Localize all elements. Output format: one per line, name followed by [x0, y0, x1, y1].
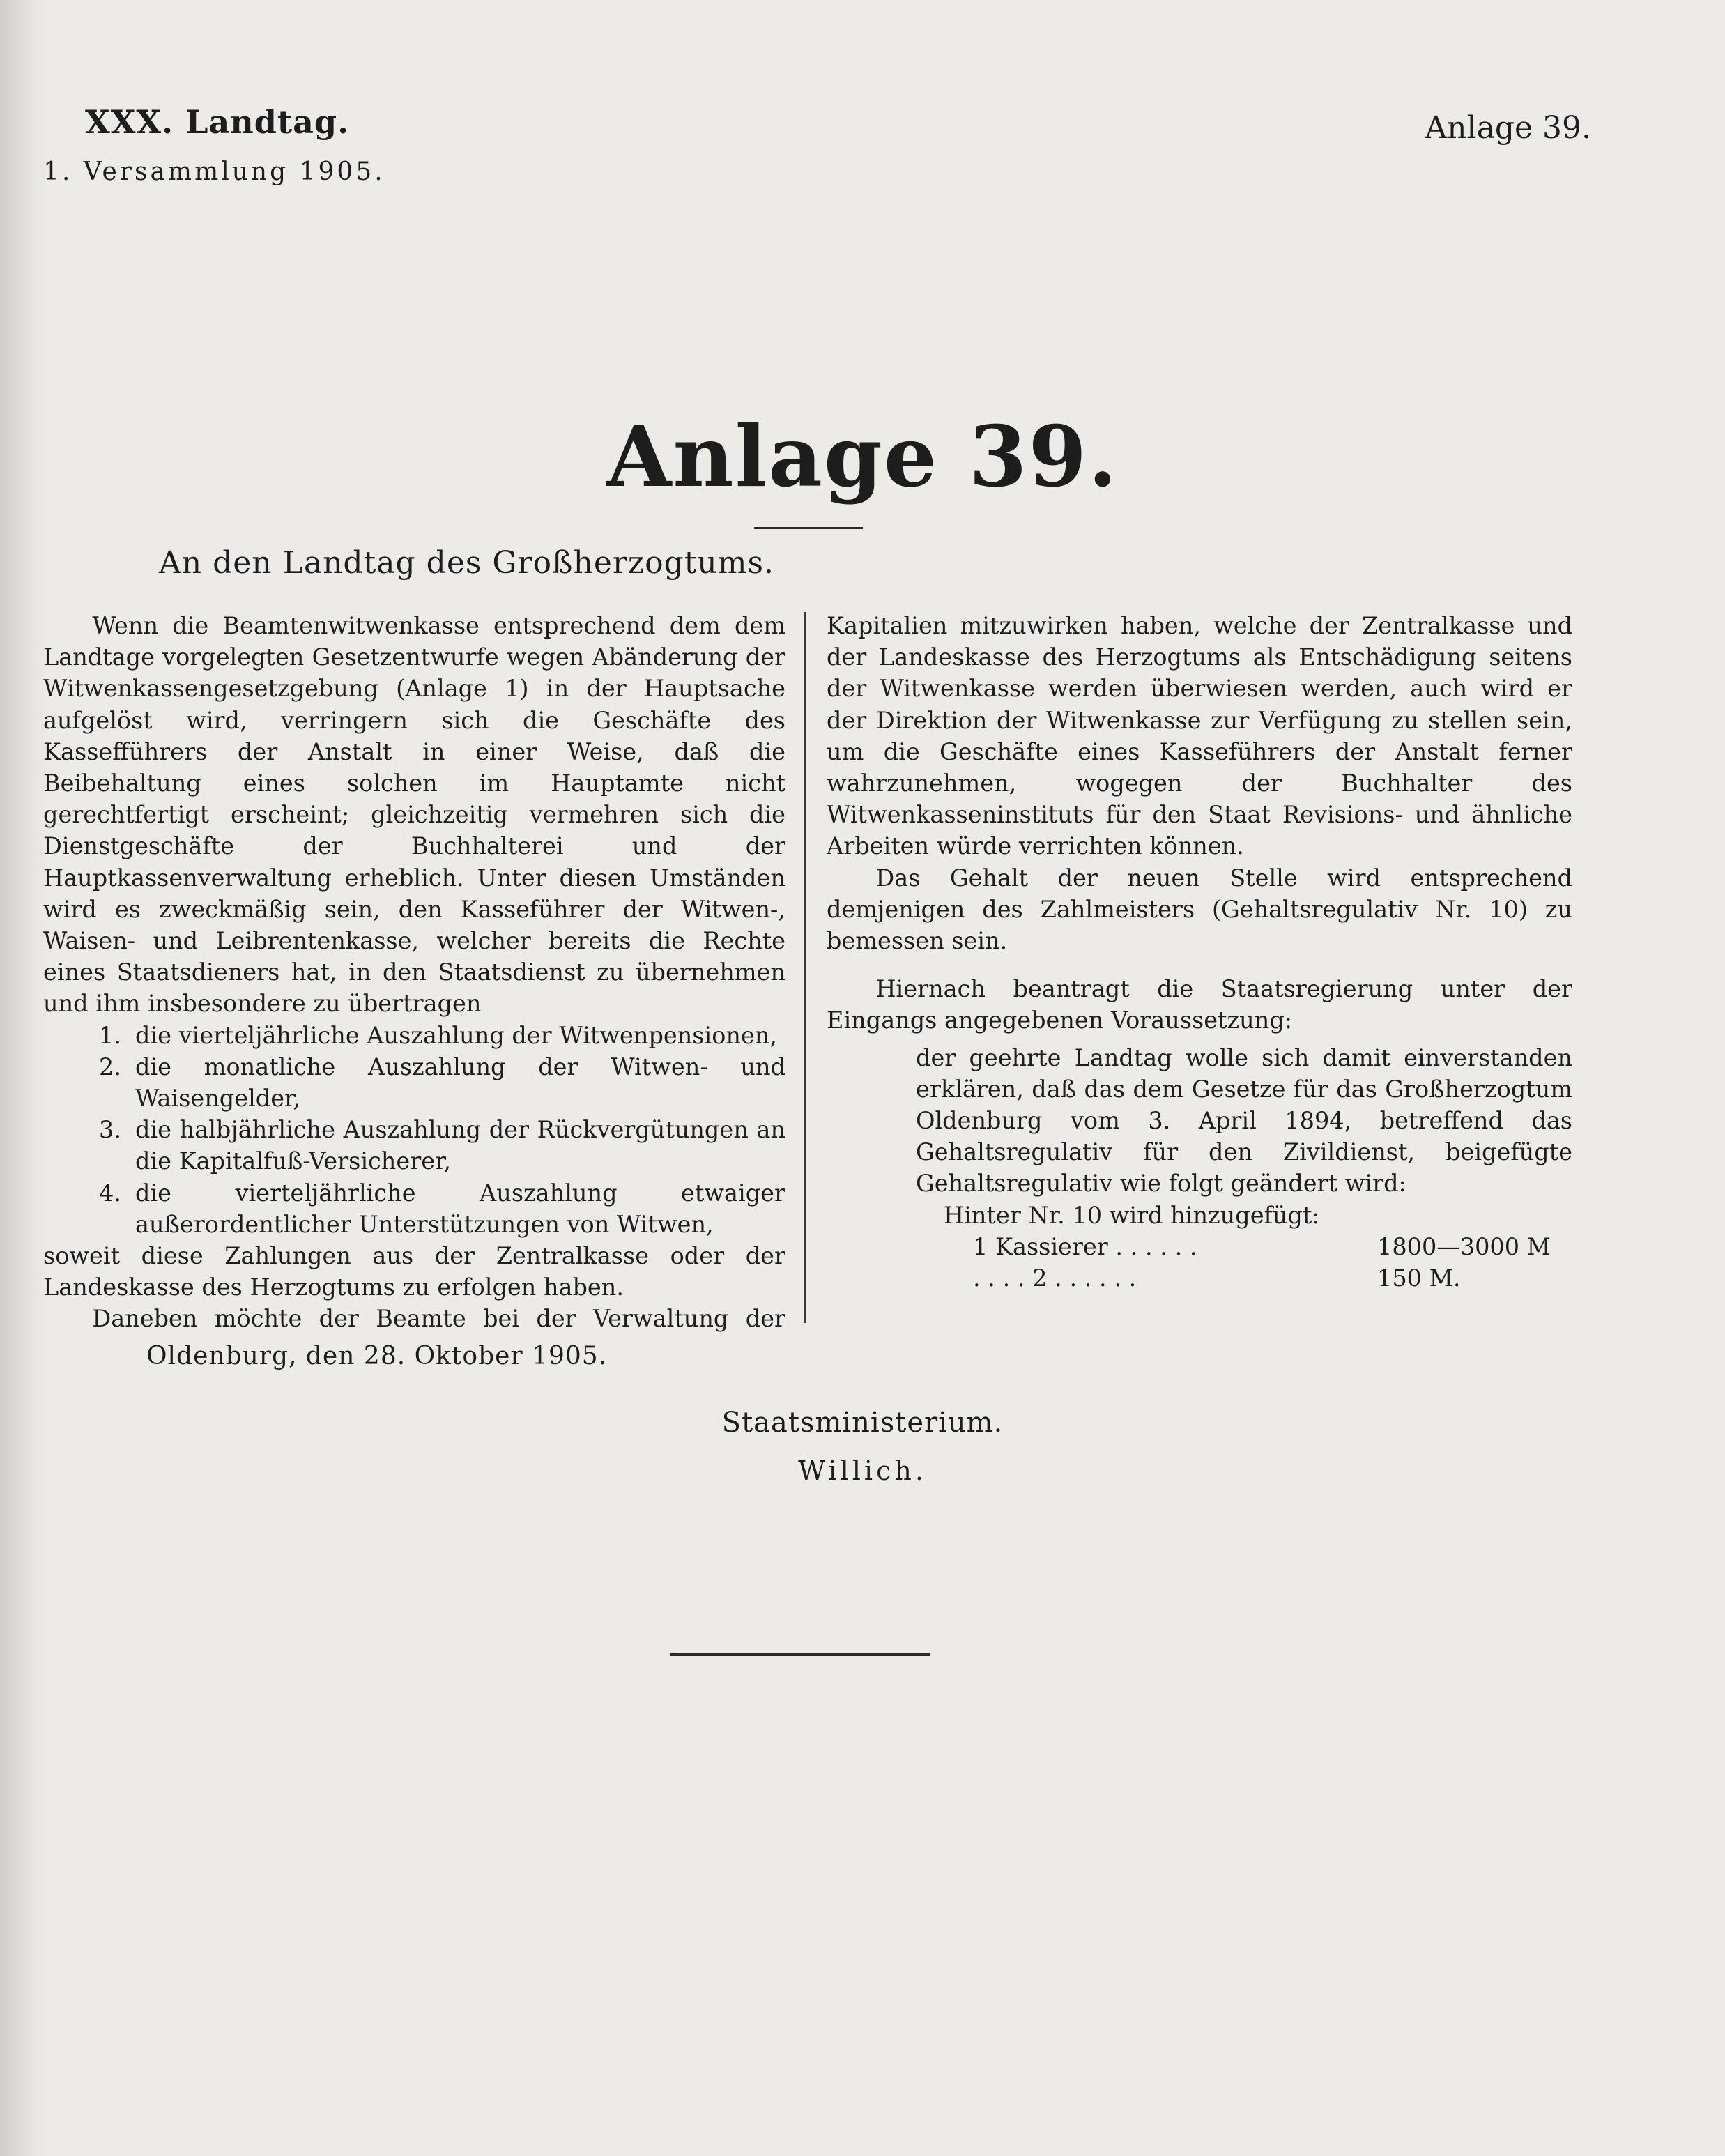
table-row [973, 1231, 1572, 1262]
list-item [43, 1051, 785, 1114]
left-text-column [43, 610, 785, 1335]
list-item-number: 4. [99, 1179, 121, 1207]
motion-intro-paragraph: Hiernach beantragt die Staatsregierung unter der Eingangs angegebenen Voraussetzung: [827, 975, 1572, 1034]
salary-table-label: 1 Kassierer . . . . . . [973, 1232, 1197, 1260]
salary-table-value: 150 M. [1377, 1264, 1461, 1292]
list-item-number: 3. [99, 1116, 121, 1144]
list-item-number: 2. [99, 1053, 121, 1080]
closing-divider [670, 1653, 930, 1656]
continuation-line: Daneben möchte der Beamte bei der Verwaltung der [92, 1305, 785, 1333]
salary-table-value: 1800—3000 M [1377, 1232, 1551, 1260]
after-list-paragraph: soweit diese Zahlungen aus der Zentralkasse oder der Landeskasse des Herzogtums zu erfolgen haben. [43, 1242, 785, 1301]
issuing-office: Staatsministerium. [721, 1407, 1004, 1439]
list-item [43, 1020, 785, 1051]
header-session: XXX. Landtag. [85, 103, 350, 141]
right-text-column [827, 610, 1572, 1294]
signer-name: Willich. [798, 1455, 927, 1486]
table-row [973, 1262, 1572, 1294]
column-divider [804, 612, 806, 1323]
addressee-line: An den Landtag des Großherzogtums. [159, 545, 775, 581]
continued-paragraph: Kapitalien mitzuwirken haben, welche der Zentralkasse und der Landeskasse des Herzogtums als Entschädigung seitens der Witwenkasse werden überwiesen werden, auch wird er der Direktion der Witwenkasse zur Verfügung zu stellen sein, um die Geschäfte eines Kasseführers der Anstalt ferner wahrzunehmen, wogegen der Buchhalter des Witwenkasseninstituts für den Staat Revisions- und ähnliche Arbeiten würde verrichten können. [827, 612, 1572, 860]
title-divider [754, 527, 863, 529]
insert-instruction: Hinter Nr. 10 wird hinzugefügt: [944, 1201, 1320, 1229]
list-item-text: die halbjährliche Auszahlung der Rückvergütungen an die Kapitalfuß-Versicherer, [135, 1116, 785, 1175]
list-item [43, 1177, 785, 1240]
date-line: Oldenburg, den 28. Oktober 1905. [146, 1342, 608, 1370]
motion-block [916, 1042, 1572, 1231]
list-item-number: 1. [99, 1021, 121, 1049]
intro-paragraph: Wenn die Beamtenwitwenkasse entsprechend dem dem Landtage vorgelegten Gesetzentwurfe wegen Abänderung der Witwenkassengesetzgebung (Anlage 1) in der Hauptsache aufgelöst wird, verringern sich die Geschäfte des Kassefführers der Anstalt in einer Weise, daß die Beibehaltung eines solchen im Hauptamte nicht gerechtfertigt erscheint; gleichzeitig vermehren sich die Dienstgeschäfte der Buchhalterei und der Hauptkassenverwaltung erheblich. Unter diesen Umständen wird es zweckmäßig sein, den Kasseführer der Witwen-, Waisen- und Leibrentenkasse, welcher bereits die Rechte eines Staatsdieners hat, in den Staatsdienst zu übernehmen und ihm insbesondere zu übertragen [43, 612, 785, 1018]
motion-text: der geehrte Landtag wolle sich damit einverstanden erklären, daß das dem Gesetze für das Großherzogtum Oldenburg vom 3. April 1894, betreffend das Gehaltsregulativ für den Zivildienst, beigefügte Gehaltsregulativ wie folgt geändert wird: [916, 1043, 1572, 1198]
salary-table-label: . . . . 2 . . . . . . [973, 1264, 1137, 1292]
page-title: Anlage 39. [606, 408, 1119, 506]
list-item-text: die vierteljährliche Auszahlung der Witwenpensionen, [135, 1021, 777, 1049]
header-annex-ref: Anlage 39. [1425, 110, 1591, 146]
salary-paragraph: Das Gehalt der neuen Stelle wird entsprechend demjenigen des Zahlmeisters (Gehaltsregulativ Nr. 10) zu bemessen sein. [827, 864, 1572, 955]
header-assembly: 1. Versammlung 1905. [43, 158, 385, 186]
list-item-text: die monatliche Auszahlung der Witwen- und Waisengelder, [135, 1053, 785, 1113]
list-item [43, 1114, 785, 1177]
list-item-text: die vierteljährliche Auszahlung etwaiger außerordentlicher Unterstützungen von Witwen, [135, 1179, 785, 1238]
payment-duties-list [43, 1020, 785, 1240]
page-binding-edge [0, 0, 49, 2156]
